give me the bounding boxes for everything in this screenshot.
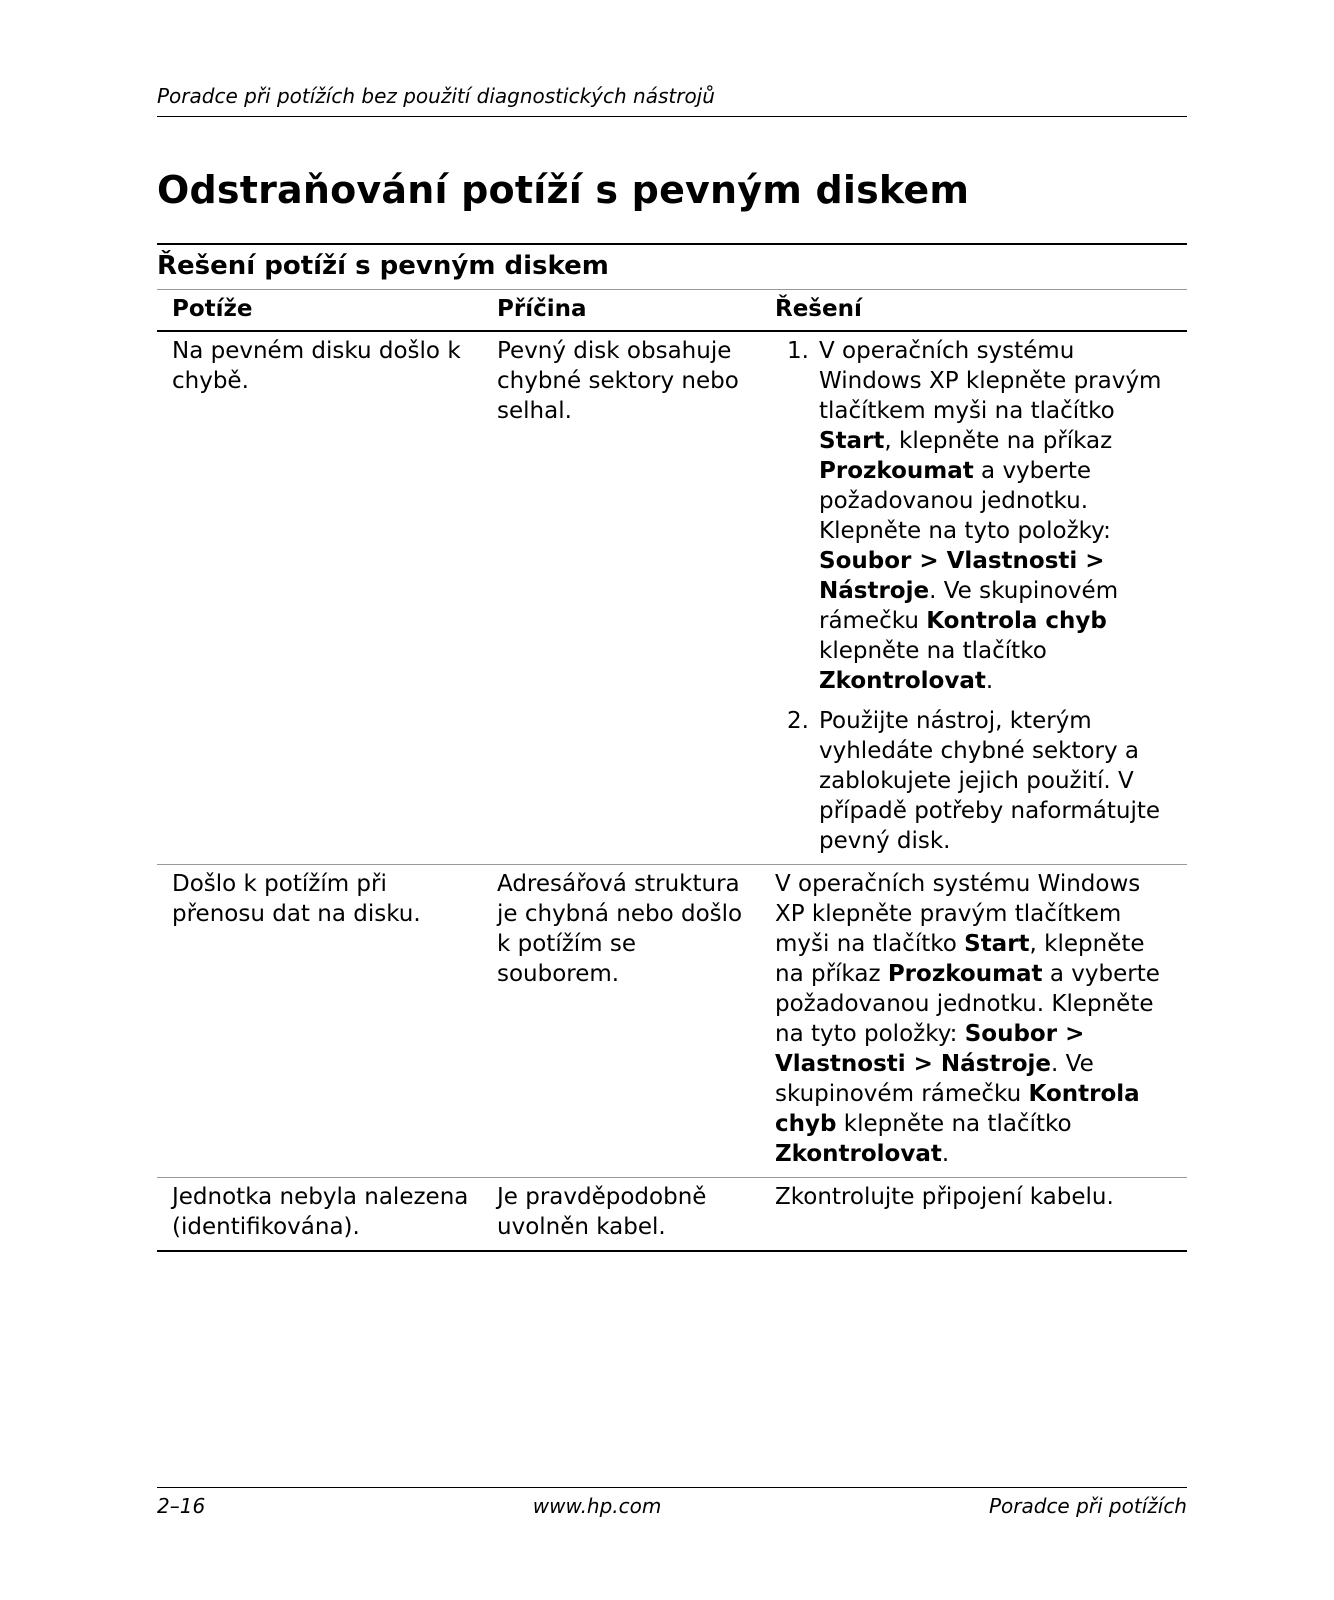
- page-number: 2–16: [157, 1494, 206, 1518]
- table-row: [157, 865, 1187, 1178]
- text-run: , klepněte na příkaz: [884, 428, 1113, 454]
- text-run: a vyberte požadovanou jednotku. Klepněte na tyto položky:: [775, 961, 1160, 1047]
- cause-cell: Adresářová struktura je chybná nebo došlo k potížím se souborem.: [482, 865, 769, 1178]
- text-run: V operačních systému Windows XP klepněte pravým tlačítkem myši na tlačítko: [819, 338, 1162, 424]
- bold-ui-term: Start: [964, 931, 1030, 957]
- footer-url: www.hp.com: [532, 1494, 662, 1518]
- step-number: 1.: [787, 338, 809, 364]
- running-footer: [157, 1487, 1187, 1518]
- solution-step: [775, 336, 1177, 696]
- text-run: . Ve skupinovém rámečku: [819, 578, 1119, 634]
- solution-cell: [769, 331, 1187, 865]
- table-header-row: [157, 290, 1187, 331]
- text-run: klepněte na tlačítko: [836, 1111, 1072, 1137]
- text-run: V operačních systému Windows XP klepněte pravým tlačítkem myši na tlačítko: [775, 871, 1141, 957]
- footer-book-title: Poradce při potížích: [988, 1494, 1187, 1518]
- problem-cell: Jednotka nebyla nalezena (identifikována).: [157, 1178, 482, 1252]
- bold-ui-term: Prozkoumat: [887, 961, 1043, 987]
- step-number: 2.: [787, 708, 809, 734]
- bold-ui-term: Soubor > Vlastnosti > Nástroje: [775, 1021, 1085, 1077]
- document-page: [157, 0, 1187, 1600]
- bold-ui-term: Kontrola chyb: [926, 608, 1107, 634]
- problem-cell: Došlo k potížím při přenosu dat na disku.: [157, 865, 482, 1178]
- solution-text: [775, 871, 1160, 1167]
- bold-ui-term: Start: [819, 428, 885, 454]
- step-text: [819, 338, 1161, 694]
- troubleshooting-table: [157, 243, 1187, 1252]
- text-run: . Ve skupinovém rámečku: [775, 1051, 1094, 1107]
- bold-ui-term: Zkontrolovat: [775, 1141, 942, 1167]
- text-run: Zkontrolujte připojení kabelu.: [775, 1184, 1114, 1210]
- bold-ui-term: Soubor > Vlastnosti > Nástroje: [819, 548, 1105, 604]
- step-text: [819, 708, 1160, 854]
- solution-text: [775, 1184, 1114, 1210]
- text-run: a vyberte požadovanou jednotku. Klepněte na tyto položky:: [819, 458, 1111, 544]
- column-header-solution: Řešení: [769, 290, 1187, 331]
- cause-cell: Pevný disk obsahuje chybné sektory nebo selhal.: [482, 331, 769, 865]
- solution-cell: [769, 865, 1187, 1178]
- table-row: [157, 331, 1187, 865]
- solution-steps: [775, 336, 1177, 856]
- text-run: Použijte nástroj, kterým vyhledáte chybné sektory a zablokujete jejich použití. V případě potřeby naformátujte pevný disk.: [819, 708, 1161, 854]
- text-run: klepněte na tlačítko: [819, 638, 1047, 664]
- table-row: [157, 1178, 1187, 1252]
- page-title: Odstraňování potíží s pevným diskem: [157, 168, 970, 212]
- column-header-problem: Potíže: [157, 290, 482, 331]
- text-run: .: [985, 668, 994, 694]
- problem-cell: Na pevném disku došlo k chybě.: [157, 331, 482, 865]
- solution-cell: [769, 1178, 1187, 1252]
- bold-ui-term: Prozkoumat: [819, 458, 974, 484]
- solution-step: [775, 706, 1177, 856]
- text-run: .: [941, 1141, 950, 1167]
- table-caption: Řešení potíží s pevným diskem: [157, 243, 1187, 290]
- bold-ui-term: Zkontrolovat: [819, 668, 986, 694]
- cause-cell: Je pravděpodobně uvolněn kabel.: [482, 1178, 769, 1252]
- running-header: Poradce při potížích bez použití diagnostických nástrojů: [157, 84, 1187, 117]
- text-run: , klepněte na příkaz: [775, 931, 1145, 987]
- column-header-cause: Příčina: [482, 290, 769, 331]
- bold-ui-term: Kontrola chyb: [775, 1081, 1140, 1137]
